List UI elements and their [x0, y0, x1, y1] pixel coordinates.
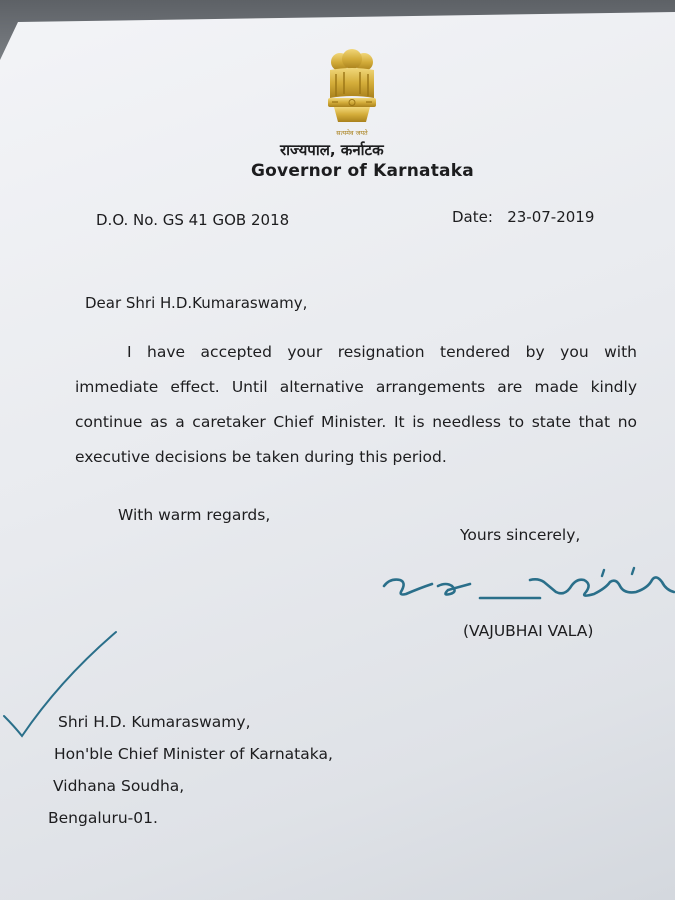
sign-off: Yours sincerely,: [460, 526, 581, 544]
closing-regards: With warm regards,: [118, 506, 271, 524]
signer-name: (VAJUBHAI VALA): [463, 622, 594, 640]
recipient-line-4: Bengaluru-01.: [48, 809, 158, 827]
date-label: Date:: [452, 208, 493, 226]
recipient-line-2: Hon'ble Chief Minister of Karnataka,: [54, 745, 333, 763]
salutation: Dear Shri H.D.Kumaraswamy,: [85, 294, 308, 312]
letterhead-title-english: Governor of Karnataka: [251, 161, 474, 181]
emblem-motto: सत्यमेव जयते: [336, 129, 368, 137]
date-value: 23-07-2019: [507, 208, 595, 226]
letter-body: [75, 335, 637, 475]
letter-body-text: I have accepted your resignation tendered by you with immediate effect. Until alternative arrangements are made kindly continue as a caretaker Chief Minister. It is needless to state that no executive decisions be taken during this period.: [75, 343, 637, 466]
handwritten-signature: [380, 564, 675, 614]
reference-number: D.O. No. GS 41 GOB 2018: [96, 211, 290, 229]
letter-date: [452, 208, 594, 226]
letterhead-title-hindi: राज्यपाल, कर्नाटक: [280, 141, 384, 159]
recipient-address: [48, 706, 333, 834]
state-emblem-logo: [320, 48, 384, 138]
recipient-line-1: Shri H.D. Kumaraswamy,: [58, 713, 251, 731]
recipient-line-3: Vidhana Soudha,: [53, 777, 185, 795]
